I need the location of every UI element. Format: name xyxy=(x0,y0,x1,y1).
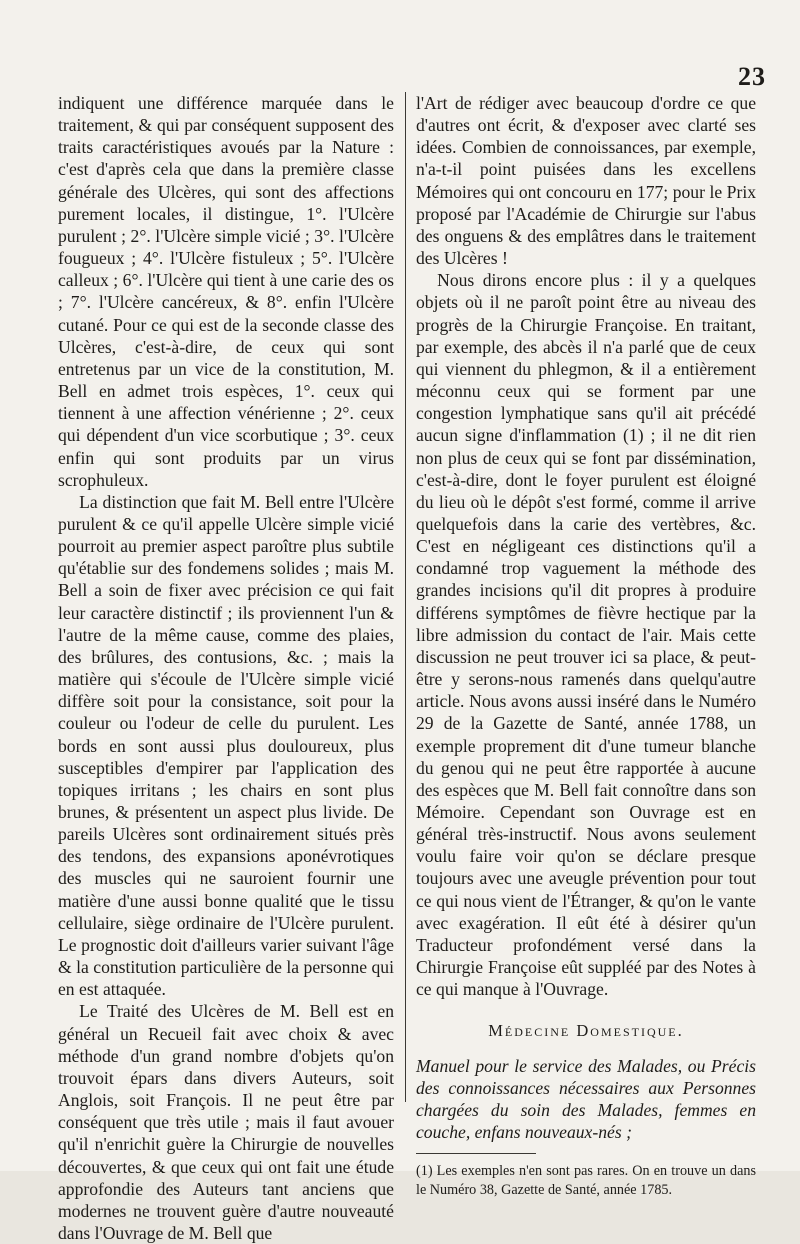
right-paragraph-2: Nous dirons encore plus : il y a quelques objets où il ne paroît point être au niveau des progrès de la Chirurgie Françoise. En traitant, par exemple, des abcès il n'a parlé que de ceux qui viennent du phlegmon, & il a entièrement méconnu ceux qui se forment par une congestion lymphatique sans qu'il ait précédé aucun signe d'inflammation (1) ; il ne dit rien non plus de ceux qui se font par dissémination, c'est-à-dire, dont le foyer purulent est éloigné du lieu où le dépôt s'est formé, comme il arrive quelquefois dans la carie des vertèbres, &c. C'est en négligeant ces distinctions qu'il a condamné trop vaguement la méthode des grandes incisions qu'il dit propres à produire différens symptômes de fièvre hectique par la libre admission du contact de l'air. Mais cette discussion ne peut trouver ici sa place, & peut-être y serons-nous ramenés dans quelqu'autre article. Nous avons aussi inséré dans le Numéro 29 de la Gazette de Santé, année 1788, un exemple proprement dit d'une tumeur blanche du genou qui ne peut être rapportée à aucune des espèces que M. Bell fait connoître dans son Mémoire. Cependant son Ouvrage est en général très-instructif. Nous avons seulement voulu faire voir qu'on se déclare presque toujours avec une aveugle prévention pour tout ce qui nous vient de l'Étranger, & qu'on le vante avec exagération. Il eût été à désirer qu'un Traducteur profondément versé dans la Chirurgie Françoise eût suppléé par des Notes à ce qui manque à l'Ouvrage. xyxy=(416,270,756,1000)
footnote: (1) Les exemples n'en sont pas rares. On en trouve un dans le Numéro 38, Gazette de Santé, année 1785. xyxy=(416,1163,756,1199)
right-paragraph-1: l'Art de rédiger avec beaucoup d'ordre ce que d'autres ont écrit, & d'exposer avec clarté ses idées. Combien de connoissances, par exemple, n'a-t-il point puisées dans les excellens Mémoires qui ont concouru en 177; pour le Prix proposé par l'Académie de Chirurgie sur l'abus des onguens & des emplâtres dans le traitement des Ulcères ! xyxy=(416,93,756,269)
left-column xyxy=(58,92,394,1244)
left-paragraph-1: indiquent une différence marquée dans le traitement, & qui par conséquent supposent des traits caractéristiques avoués par la Nature : c'est d'après cela que dans la première classe générale des Ulcères, qui sont des affections purement locales, il distingue, 1°. l'Ulcère purulent ; 2°. l'Ulcère simple vicié ; 3°. l'Ulcère fougueux ; 4°. l'Ulcère fistuleux ; 5°. l'Ulcère calleux ; 6°. l'Ulcère qui tient à une carie des os ; 7°. l'Ulcère cancéreux, & 8°. enfin l'Ulcère cutané. Pour ce qui est de la seconde classe des Ulcères, c'est-à-dire, de ceux qui sont entretenus par un vice de la constitution, M. Bell en admet trois espèces, 1°. ceux qui tiennent à une affection vénérienne ; 2°. ceux qui dépendent d'un vice scorbutique ; 3°. ceux enfin qui sont produits par un virus scrophuleux. xyxy=(58,93,394,490)
left-paragraph-3: Le Traité des Ulcères de M. Bell est en général un Recueil fait avec choix & avec méthode d'un grand nombre d'objets qu'on trouvoit épars dans divers Auteurs, soit Anglois, soit François. Il ne peut être par conséquent que très utile ; mais il faut avouer qu'il n'enrichit guère la Chirurgie de nouvelles découvertes, & que ceux qui ont fait une étude approfondie des Auteurs tant anciens que modernes ne trouvent guère d'autre nouveauté dans l'Ouvrage de M. Bell que xyxy=(58,1001,394,1243)
section-title: Médecine Domestique. xyxy=(488,1021,684,1041)
footnote-rule xyxy=(416,1153,536,1154)
page-number: 23 xyxy=(738,62,766,91)
right-column xyxy=(416,92,756,1200)
column-divider xyxy=(405,92,406,1102)
book-title: Manuel pour le service des Malades, ou Précis des connoissances nécessaires aux Personnes chargées du soin des Malades, femmes en couche, enfans nouveaux-nés ; xyxy=(416,1055,756,1143)
left-paragraph-2: La distinction que fait M. Bell entre l'Ulcère purulent & ce qu'il appelle Ulcère simple vicié pourroit au premier aspect paroître plus subtile qu'établie sur des fondemens solides ; mais M. Bell a soin de fixer avec précision ce qui fait leur caractère distinctif ; ils proviennent l'un & l'autre de la même cause, comme des plaies, des brûlures, des contusions, &c. ; mais la matière qui s'écoule de l'Ulcère simple vicié diffère soit pour la consistance, soit pour la couleur ou l'odeur de celle du purulent. Les bords en sont aussi plus douloureux, plus susceptibles d'empirer par l'application des topiques irritans ; les chairs en sont plus brunes, & présentent un aspect plus livide. De pareils Ulcères sont ordinairement situés près des tendons, des expansions aponévrotiques des muscles qui ne sauroient fournir une matière d'une aussi bonne qualité que le tissu cellulaire, siège ordinaire de l'Ulcère purulent. Le prognostic doit d'ailleurs varier suivant l'âge & la constitution particulière de la personne qui en est attaquée. xyxy=(58,491,394,1000)
